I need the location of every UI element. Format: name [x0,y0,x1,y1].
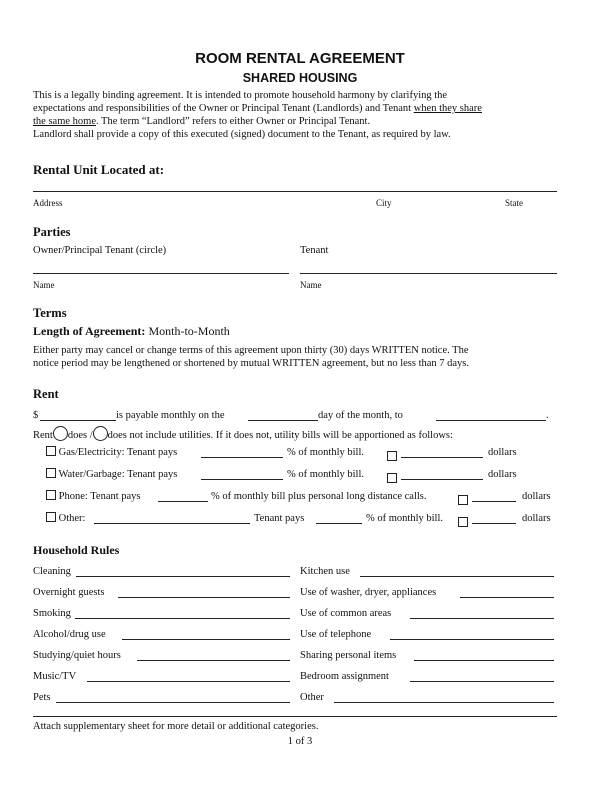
address-label: Address [33,198,63,208]
page-title: ROOM RENTAL AGREEMENT [195,50,405,67]
rule-right-line[interactable] [414,660,554,661]
rule-right-label: Kitchen use [300,566,350,577]
attach-note: Attach supplementary sheet for more detail or additional categories. [33,721,319,732]
does-label: does / [67,430,93,441]
rule-left-label: Smoking [33,608,71,619]
gas-dollar-checkbox[interactable] [387,447,397,465]
other-dollars-line[interactable] [472,523,516,524]
rent-heading: Rent [33,387,59,401]
rent-word: Rent [33,430,53,441]
address-line[interactable] [33,191,557,192]
water-checkbox[interactable] [46,468,56,478]
rule-left-line[interactable] [118,597,290,598]
rule-left-label: Alcohol/drug use [33,629,106,640]
does-circle-option[interactable] [53,426,68,441]
phone-dollar-checkbox[interactable] [458,491,468,509]
intro-line-2-text: expectations and responsibilities of the Owner or Principal Tenant (Landlords) and Tenant [33,103,414,114]
water-dollars-line[interactable] [401,479,483,480]
rule-right-line[interactable] [410,618,554,619]
gas-row [46,446,177,459]
rent-utilities-line [33,426,453,442]
rule-right-line[interactable] [360,576,554,577]
owner-label: Owner/Principal Tenant (circle) [33,245,167,256]
rent-day-line[interactable] [248,420,318,421]
rule-right-line[interactable] [410,681,554,682]
gas-percent-line[interactable] [201,457,283,458]
page-number: 1 of 3 [287,736,313,747]
household-rules-heading: Household Rules [33,543,120,557]
intro-line-4: Landlord shall provide a copy of this executed (signed) document to the Tenant, as required by law. [33,129,451,140]
gas-dollars-label: dollars [488,447,517,458]
water-label: Water/Garbage: Tenant pays [58,469,178,480]
other-dollars-label: dollars [522,513,551,524]
gas-pct-text: % of monthly bill. [287,447,364,458]
intro-line-2 [33,102,482,115]
rule-right-label: Use of washer, dryer, appliances [300,587,437,598]
rule-left-line[interactable] [137,660,290,661]
gas-label: Gas/Electricity: Tenant pays [58,447,178,458]
rent-amount-line[interactable] [40,420,116,421]
phone-label: Phone: Tenant pays [58,491,141,502]
rule-right-label: Use of common areas [300,608,392,619]
other-tenant-pays: Tenant pays [254,513,305,524]
length-label: Length of Agreement: [33,324,146,338]
rule-left-line[interactable] [76,576,290,577]
gas-dollars-line[interactable] [401,457,483,458]
city-label: City [376,198,392,208]
owner-name-label: Name [33,280,55,290]
length-value: Month-to-Month [145,324,230,338]
rule-left-label: Studying/quiet hours [33,650,121,661]
terms-heading: Terms [33,306,67,320]
rent-day-text: day of the month, to [318,410,403,421]
intro-underlined-a: when they share [413,103,482,114]
other-pct-text: % of monthly bill. [366,513,443,524]
phone-row [46,490,141,503]
rule-right-label: Sharing personal items [300,650,397,661]
other-description-line[interactable] [94,523,250,524]
rental-unit-heading: Rental Unit Located at: [33,162,165,177]
rent-dollar: $ [33,410,39,421]
phone-dollars-label: dollars [522,491,551,502]
rent-period: . [546,410,549,421]
rule-left-label: Overnight guests [33,587,105,598]
rule-left-line[interactable] [75,618,290,619]
page-subtitle: SHARED HOUSING [242,71,358,85]
other-row [46,512,85,525]
rule-left-line[interactable] [122,639,290,640]
water-pct-text: % of monthly bill. [287,469,364,480]
rule-left-line[interactable] [87,681,290,682]
phone-dollars-line[interactable] [472,501,516,502]
rule-right-label: Bedroom assignment [300,671,389,682]
intro-line-3 [33,115,370,128]
tenant-label: Tenant [300,245,329,256]
phone-percent-line[interactable] [158,501,208,502]
does-not-label: does not include utilities. If it does not, utility bills will be apportioned as follows: [107,430,453,441]
parties-heading: Parties [33,225,71,239]
rule-right-line[interactable] [390,639,554,640]
rule-left-label: Cleaning [33,566,71,577]
tenant-name-line[interactable] [300,273,557,274]
intro-line-3-text: . The term “Landlord” refers to either Owner or Principal Tenant. [95,116,371,127]
water-dollar-checkbox[interactable] [387,469,397,487]
rule-right-line[interactable] [334,702,554,703]
rule-right-label: Use of telephone [300,629,372,640]
rule-left-label: Pets [33,692,51,703]
rule-left-label: Music/TV [33,671,77,682]
phone-checkbox[interactable] [46,490,56,500]
owner-name-line[interactable] [33,273,289,274]
intro-line-1: This is a legally binding agreement. It is intended to promote household harmony by clarifying the [33,90,448,101]
gas-checkbox[interactable] [46,446,56,456]
rent-payee-line[interactable] [436,420,546,421]
rent-payable-text: is payable monthly on the [116,410,225,421]
water-row [46,468,177,481]
water-percent-line[interactable] [201,479,283,480]
phone-pct-text: % of monthly bill plus personal long distance calls. [211,491,427,502]
rule-left-line[interactable] [56,702,290,703]
rule-right-label: Other [300,692,324,703]
rule-right-line[interactable] [460,597,554,598]
does-not-circle-option[interactable] [93,426,108,441]
other-percent-line[interactable] [316,523,362,524]
other-dollar-checkbox[interactable] [458,513,468,531]
tenant-name-label: Name [300,280,322,290]
intro-underlined-b: the same home [33,116,96,127]
other-checkbox[interactable] [46,512,56,522]
terms-paragraph-1: Either party may cancel or change terms of this agreement upon thirty (30) days WRITTEN notice. The [33,345,469,356]
footer-rule [33,716,557,717]
other-label: Other: [58,513,86,524]
terms-paragraph-2: notice period may be lengthened or shortened by mutual WRITTEN agreement, but no less than 7 days. [33,358,470,369]
water-dollars-label: dollars [488,469,517,480]
length-of-agreement [33,324,230,339]
state-label: State [505,198,523,208]
